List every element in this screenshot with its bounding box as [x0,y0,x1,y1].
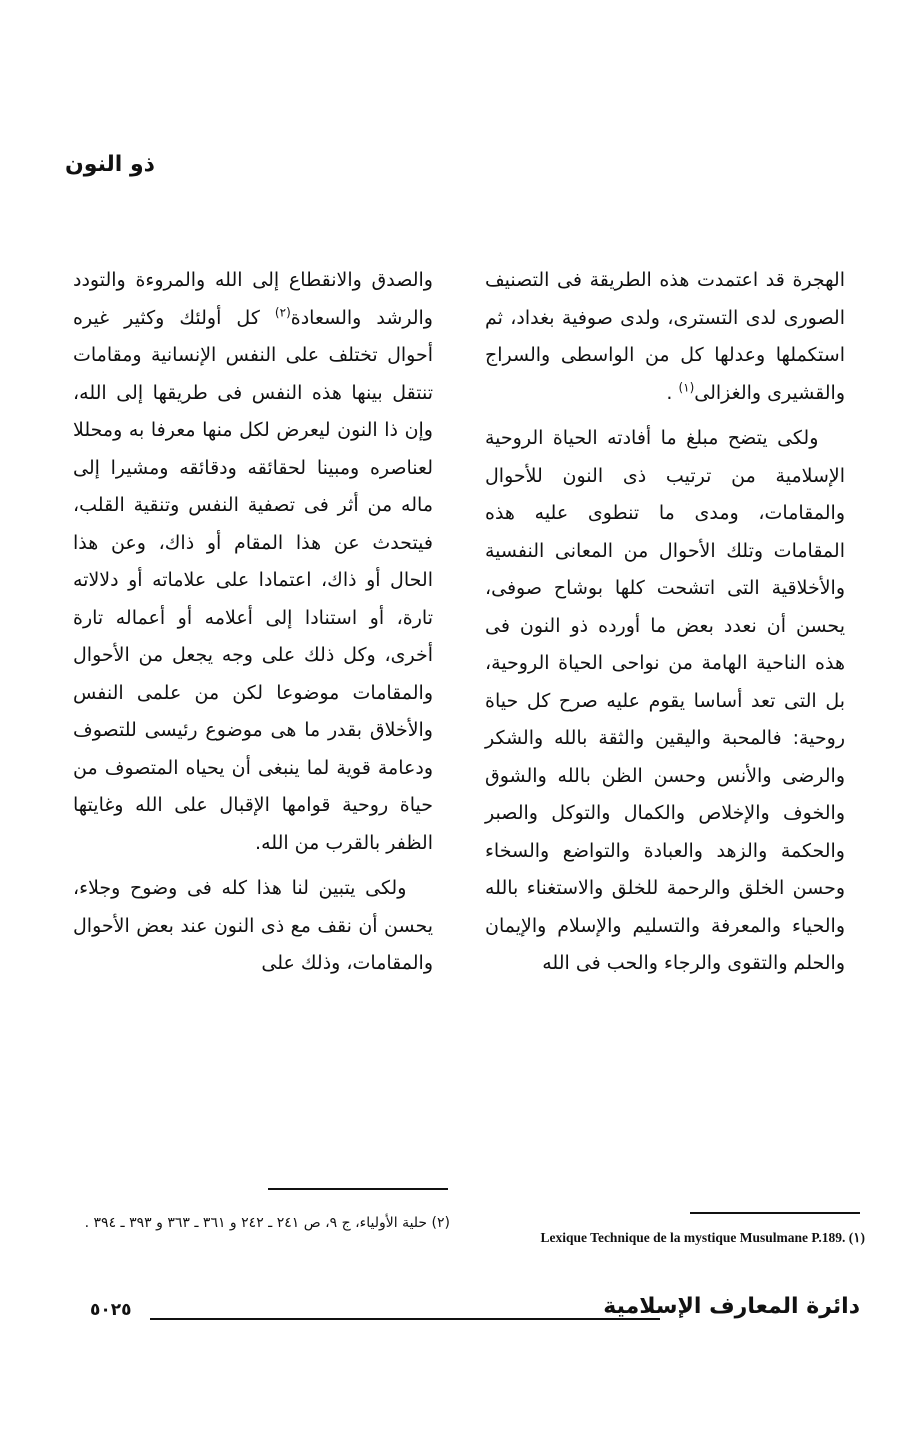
left-para1-text-b: كل أولئك وكثير غيره أحوال تختلف على النفس الإنسانية ومقامات تنتقل بينها هذه النفس فى طريقها إلى الله، وإن ذا النون ليعرض لكل منها معرفا به ومحللا لعناصره ومبينا لحقائقه ودقائقه ومشيرا إلى ماله من أثر فى تصفية النفس وتنقية القلب، فيتحدث عن هذا المقام أو ذاك، وعن هذا الحال أو ذاك، اعتمادا على علاماته أو دلالاته تارة، أو استنادا إلى أعلامه أو أعماله تارة أخرى، وكل ذلك على وجه يجعل من الأحوال والمقامات موضوعا لكن من علمى النفس والأخلاق بقدر ما هى موضوع رئيسى للتصوف ودعامة قوية لما ينبغى أن يحياه المتصوف من حياة روحية قوامها الإقبال على الله وغايتها الظفر بالقرب من الله. [73,306,433,854]
left-para1-text-a: والصدق والانقطاع إلى الله والمروءة والتودد والرشد والسعادة [73,269,433,329]
right-para1-text: الهجرة قد اعتمدت هذه الطريقة فى التصنيف الصورى لدى التسترى، ولدى صوفية بغداد، ثم استكملها وعدلها كل من الواسطى والسراج والقشيرى والغزالى [485,269,845,404]
right-column-paragraph-1 [485,262,845,412]
footnote-divider-left [268,1188,448,1190]
footer-title: دائرة المعارف الإسلامية [603,1294,860,1319]
right-column-paragraph-2: ولكى يتضح مبلغ ما أفادته الحياة الروحية الإسلامية من ترتيب ذى النون للأحوال والمقامات، ومدى ما تنطوى عليه هذه المقامات وتلك الأحوال من المعانى النفسية والأخلاقية التى اتشحت كلها بوشاح صوفى، يحسن أن نعدد بعض ما أورده ذو النون فى هذه الناحية الهامة من نواحى الحياة الروحية، بل التى تعد أساسا يقوم عليه صرح كل حياة روحية: فالمحبة واليقين والثقة بالله والشكر والرضى والأنس وحسن الظن بالله والشوق والخوف والإخلاص والكمال والتوكل والصبر والحكمة والزهد والعبادة والتواضع والسخاء وحسن الخلق والرحمة للخلق والاستغناء بالله والحياء والمعرفة والتسليم والإسلام والإيمان والحلم والتقوى والرجاء والحب فى الله [485,427,845,974]
footer-rule [150,1318,660,1320]
left-column [73,262,433,983]
footnote-ref-1: (١) [678,380,695,395]
footnote-divider-right [690,1212,860,1214]
footnote-1: Lexique Technique de la mystique Musulmane P.189. (١) [540,1230,865,1245]
page-footer [90,1294,860,1334]
footnote-ref-2: (٢) [274,305,291,320]
footnote-2: (٢) حلية الأولياء، ج ٩، ص ٢٤١ ـ ٢٤٢ و ٣٦١ ـ ٣٦٣ و ٣٩٣ ـ ٣٩٤ . [84,1215,450,1231]
page-header-title: ذو النون [65,152,155,177]
left-column-paragraph-2: ولكى يتبين لنا هذا كله فى وضوح وجلاء، يحسن أن نقف مع ذى النون عند بعض الأحوال والمقامات، وذلك على [73,877,433,974]
left-column-paragraph-1 [73,262,433,862]
right-column [485,262,845,983]
right-para1-end: . [666,381,673,404]
page-number: ٥٠٢٥ [90,1300,132,1320]
